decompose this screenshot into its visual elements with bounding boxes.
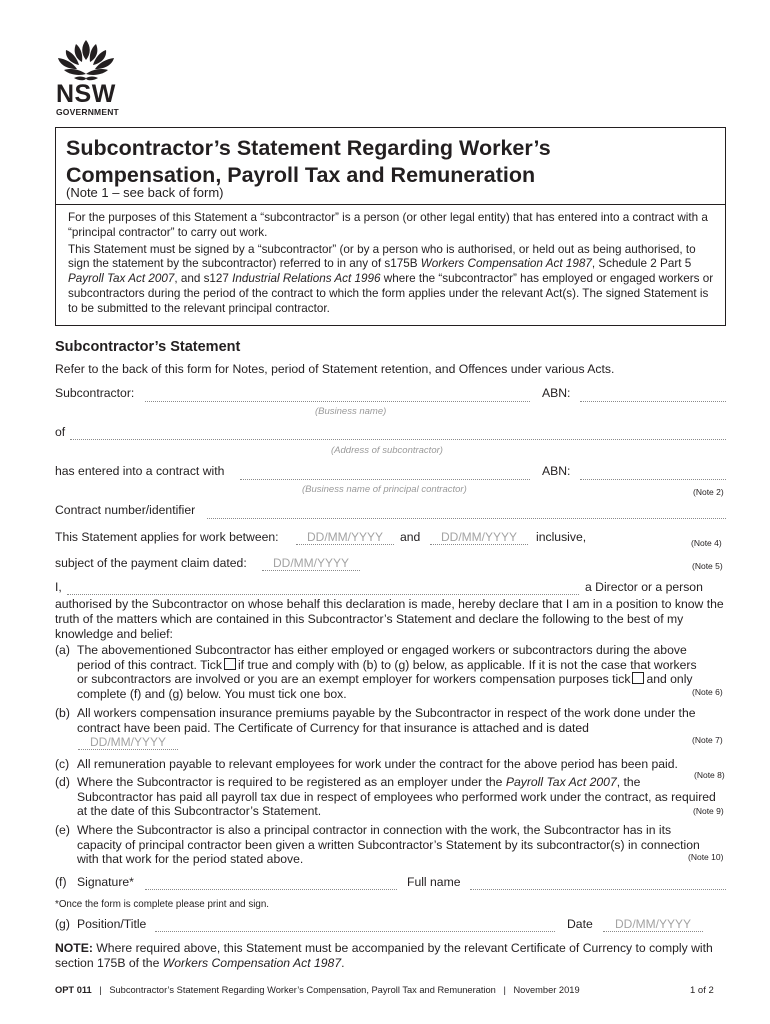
header-divider: [55, 204, 726, 205]
section-heading: Subcontractor’s Statement: [55, 339, 241, 355]
inclusive-label: inclusive,: [536, 530, 587, 544]
not-involved-checkbox[interactable]: [632, 672, 644, 684]
business-name-hint: (Business name): [315, 406, 387, 417]
work-end-date-field[interactable]: DD/MM/YYYY: [430, 530, 528, 545]
principal-contractor-field[interactable]: [240, 465, 530, 480]
nsw-government-logo: [52, 38, 124, 117]
payment-claim-label: subject of the payment claim dated:: [55, 556, 247, 570]
declarant-name-field[interactable]: [67, 580, 579, 595]
note-7: (Note 7): [692, 735, 723, 745]
intro-paragraph-1: For the purposes of this Statement a “subcontractor” is a person (or other legal entity) that has entered into a contract with a “principal contractor” to carry out work.: [68, 211, 708, 239]
item-g-label: (g): [55, 917, 70, 931]
item-c: (c) All remuneration payable to relevant employees for work under the contract for the above period has been paid.: [55, 757, 678, 771]
position-label: Position/Title: [77, 917, 147, 931]
subcontractor-label: Subcontractor:: [55, 386, 135, 400]
certificate-date-field[interactable]: DD/MM/YYYY: [78, 735, 178, 750]
abn-label-2: ABN:: [542, 464, 571, 478]
note-10: (Note 10): [688, 852, 724, 862]
note-6: (Note 6): [692, 687, 723, 697]
note-8: (Note 8): [694, 770, 725, 780]
item-d: (d) Where the Subcontractor is required to be registered as an employer under the Payroll Tax Act 2007, the Subcontractor has paid all payroll tax due in respect of employees who performed work under the contract, as required at the date of this Subcontractor’s Statement.: [55, 775, 716, 819]
full-name-field[interactable]: [470, 875, 726, 890]
nsw-wordmark: NSW: [56, 80, 116, 108]
footer-title: Subcontractor’s Statement Regarding Worker’s Compensation, Payroll Tax and Remuneration: [109, 985, 496, 995]
abn-label: ABN:: [542, 386, 571, 400]
signature-label: Signature*: [77, 875, 134, 889]
address-hint: (Address of subcontractor): [331, 445, 443, 456]
applies-label: This Statement applies for work between:: [55, 530, 279, 544]
item-f-label: (f): [55, 875, 67, 889]
signature-field[interactable]: [145, 875, 397, 890]
i-label: I,: [55, 580, 62, 594]
item-e: (e) Where the Subcontractor is also a principal contractor in connection with the work, the Subcontractor has in its capacity of principal contractor been given a written Subcontractor’s Statement by its subcontractor(s) in connection with that work for the period stated above.: [55, 823, 700, 867]
director-label: a Director or a person: [585, 580, 703, 594]
note-4: (Note 4): [691, 538, 722, 548]
footer-date: November 2019: [513, 985, 580, 995]
note-9: (Note 9): [693, 806, 724, 816]
intro-paragraph-2: This Statement must be signed by a “subcontractor” (or by a person who is authorised, or held out as being authorised, to sign the statement by the subcontractor) referred to in any of s175B Workers Compensation Act 1987, Schedule 2 Part 5 Payroll Tax Act 2007, and s127 Industrial Relations Act 1996 where the “subcontractor” has employed or engaged workers or subcontractors during the period of the contract to which the form applies under the relevant Act(s). The signed Statement is to be submitted to the relevant principal contractor.: [68, 242, 714, 315]
payment-claim-date-field[interactable]: DD/MM/YYYY: [262, 556, 360, 571]
involved-checkbox[interactable]: [224, 658, 236, 670]
form-title: Subcontractor’s Statement Regarding Worker’s Compensation, Payroll Tax and Remuneration: [66, 136, 551, 187]
subcontractor-address-field[interactable]: [70, 425, 726, 440]
item-a: (a) The abovementioned Subcontractor has either employed or engaged workers or subcontractors during the above period of this contract. Tick if true and comply with (b) to (g) below, as applicable. If it is not the case that workers or subcontractors are involved or you are an exempt employer for workers compensation purposes tick and only complete (f) and (g) below. You must tick one box.: [55, 643, 697, 701]
subcontractor-abn-field[interactable]: [580, 387, 726, 402]
footer: OPT 011 | Subcontractor’s Statement Regarding Worker’s Compensation, Payroll Tax and Remuneration | November 2019: [55, 985, 580, 995]
note-5: (Note 5): [692, 561, 723, 571]
position-field[interactable]: [155, 917, 555, 932]
intro-text: [68, 211, 718, 319]
contract-number-label: Contract number/identifier: [55, 503, 196, 517]
page-number: 1 of 2: [690, 985, 714, 996]
government-wordmark: GOVERNMENT: [56, 107, 119, 117]
contract-with-label: has entered into a contract with: [55, 464, 225, 478]
contract-number-field[interactable]: [207, 504, 726, 519]
date-label: Date: [567, 917, 593, 931]
refer-text: Refer to the back of this form for Notes, period of Statement retention, and Offences under various Acts.: [55, 362, 615, 376]
authorised-text: authorised by the Subcontractor on whose behalf this declaration is made, hereby declare that I am in a position to know the truth of the matters which are contained in this Subcontractor’s Statement and declare the following to the best of my knowledge and belief:: [55, 597, 724, 641]
full-name-label: Full name: [407, 875, 461, 889]
principal-name-hint: (Business name of principal contractor): [302, 484, 467, 495]
signature-date-field[interactable]: DD/MM/YYYY: [603, 917, 703, 932]
note-block: NOTE: Where required above, this Statement must be accompanied by the relevant Certificate of Currency to comply with section 175B of the Workers Compensation Act 1987.: [55, 941, 713, 970]
form-code: OPT 011: [55, 985, 92, 995]
and-label: and: [400, 530, 421, 544]
subcontractor-name-field[interactable]: [145, 387, 530, 402]
note-2: (Note 2): [693, 487, 724, 497]
signature-footnote: *Once the form is complete please print and sign.: [55, 899, 270, 910]
principal-abn-field[interactable]: [580, 465, 726, 480]
item-b: (b) All workers compensation insurance premiums payable by the Subcontractor in respect of the work done under the contract have been paid. The Certificate of Currency for that insurance is attached and is dated: [55, 706, 696, 735]
waratah-icon: [52, 38, 120, 82]
work-start-date-field[interactable]: DD/MM/YYYY: [296, 530, 394, 545]
of-label: of: [55, 425, 66, 439]
note-1: (Note 1 – see back of form): [66, 185, 224, 200]
